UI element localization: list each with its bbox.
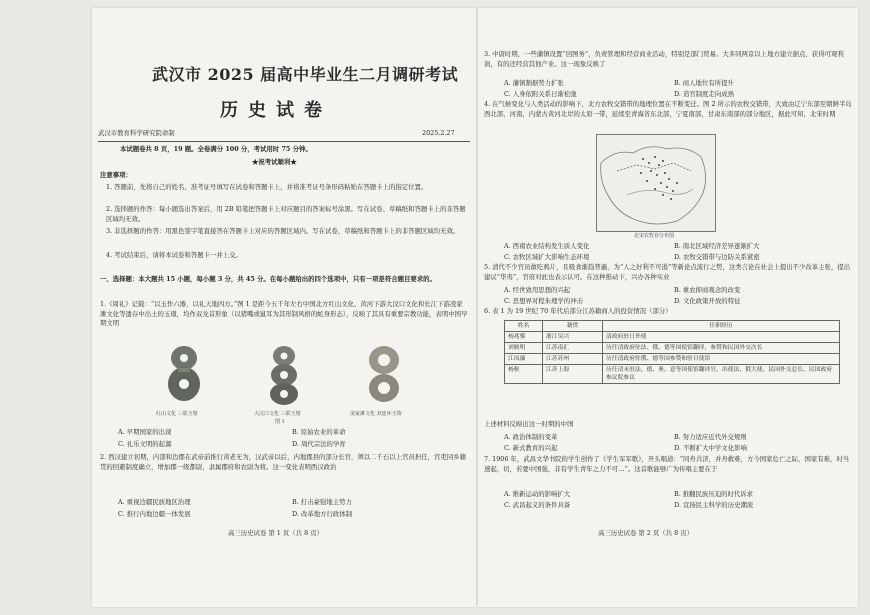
table-cell: 杨枢 [505, 365, 543, 384]
q4-option-a: A. 西南农业结构发生质人变化 [504, 242, 590, 250]
table-header-cell: 姓名 [505, 321, 543, 332]
question-7-stem: 7. 1906 年，武昌文华书院的学生创作了《学生军军歌》，开头唱道：“同舟共济，并舟救难，方今国家危亡之际，国家有难，时当速起，切，若要中国强，非有学生青年之力不可…”。这首歌能够广为传唱主要在于 [484, 455, 850, 473]
notice-title: 注意事项： [100, 171, 132, 179]
exam-subject: 历史试卷 [220, 100, 332, 121]
q6-option-b: B. 努力适应近代外交规则 [674, 433, 747, 441]
table-cell: 清政府驻日外使 [603, 332, 840, 343]
q5-option-d: D. 文化政策开放的特征 [674, 297, 741, 305]
exam-page-1 [92, 8, 476, 607]
table-cell: 刘骏明 [505, 343, 543, 354]
exam-info-line: 本试题卷共 8 页，19 题。全卷满分 100 分，考试用时 75 分钟。 [120, 145, 312, 153]
jade-artifact-1-icon [164, 344, 204, 406]
q7-option-b: B. 推翻民族压迫的时代诉求 [674, 490, 754, 498]
table-cell: 江苏苏州 [543, 354, 603, 365]
artifact-3-caption: 凌家滩文化 双连环玉饰 [350, 411, 402, 417]
table-row [505, 354, 840, 365]
table-cell: 杨兆鏊 [505, 332, 543, 343]
table-header-row [505, 321, 840, 332]
q5-option-c: C. 思想界对程朱理学的冲击 [504, 297, 584, 305]
table-cell: 历任清末驻法、德、奥、意等国使馆翻译官，出使法、俄大使，民国外交总长，民国政府参议院参议 [603, 365, 840, 384]
section-intro: 一、选择题：本大题共 15 小题，每小题 3 分，共 45 分。在每小题给出的四个选项中，只有一项是符合题目要求的。 [100, 275, 436, 283]
official-table [504, 320, 840, 384]
figure-1-label: 图 1 [275, 419, 285, 425]
q1-option-b: B. 原始农业的革命 [292, 428, 346, 436]
q2-option-b: B. 打击豪强地主势力 [292, 498, 352, 506]
q7-option-a: A. 维新运动的影响扩大 [504, 490, 571, 498]
q5-option-b: B. 重农抑商观念的改变 [674, 286, 741, 294]
q2-option-d: D. 改革地方行政体制 [292, 510, 353, 518]
table-header-cell: 任职经历 [603, 321, 840, 332]
table-cell: 江凤藻 [505, 354, 543, 365]
q3-option-b: B. 商人地位有所提升 [674, 79, 734, 87]
notice-1: 1. 答题前，先将自己的姓名、准考证号填写在试卷和答题卡上，并将准考证号条形码粘贴在答题卡上的指定位置。 [106, 183, 428, 191]
table-cell: 历任清政府驻俄、德等国参赞和驻日使馆 [603, 354, 840, 365]
q1-option-a: A. 早期国家的出现 [118, 428, 172, 436]
table-row [505, 365, 840, 384]
song-map [596, 134, 716, 232]
exam-date: 2025.2.27 [422, 129, 455, 137]
q6-option-c: C. 新式教育的兴起 [504, 444, 558, 452]
exam-title: 武汉市 2025 届高中毕业生二月调研考试 [152, 65, 459, 84]
question-5-stem: 5. 清代不少官员敢吃鸦片，且吸食渐趋普遍，为“人之好利不可遏”等新论点流行之势，这类言论在社会上提出不少改革主张，提出建议“华夷”，官府对此也表示认可。在这种推动下，兴办各种实业 [484, 263, 851, 281]
q1-option-c: C. 礼乐文明的起源 [118, 440, 172, 448]
issuer: 武汉市教育科学研究院命制 [98, 129, 175, 137]
q1-option-d: D. 周代宗法的孕育 [292, 440, 346, 448]
table-cell: 浙江吴兴 [543, 332, 603, 343]
q2-option-c: C. 推行内地边疆一体发展 [118, 510, 191, 518]
table-row [505, 343, 840, 354]
q3-option-d: D. 造官制度走向成熟 [674, 90, 735, 98]
question-3-stem: 3. 中唐时期，一些藩镇设置“回图务”，负责管理和经营商业活动，特别是部门贸易。大多同两京以上地方建立据点，获得可观利润，有的还经营其他产业。这一现象反映了 [484, 50, 844, 68]
table-cell: 江苏南汇 [543, 343, 603, 354]
question-6-stem: 6. 表 1 为 19 世纪 70 年代后部分江苏籍商人的投资情况（部分） [484, 307, 672, 315]
q3-option-a: A. 藩镇割据势力扩张 [504, 79, 564, 87]
q7-option-d: D. 宣扬民主科学的历史潮流 [674, 501, 754, 509]
notice-4: 4. 考试结束后，请将本试卷和答题卡一并上交。 [106, 251, 242, 259]
good-luck: ★祝考试顺利★ [252, 158, 297, 166]
q4-option-d: D. 农牧交错带与边防关系紧密 [674, 253, 760, 261]
notice-3: 3. 非选择题的作答：用黑色签字笔直接答在答题卡上对应的答题区域内。写在试卷、草稿纸和答题卡上的非答题区域均无效。 [106, 227, 460, 235]
q4-option-b: B. 南北区域经济差异逐渐扩大 [674, 242, 760, 250]
question-1-stem: 1.《周礼》记载：“以玉作六器，以礼天地四方。”图 1 是距今五千年左右中国北方红山文化、黄河下游大汶口文化和长江下游凌家滩文化等遗存中出土的玉璜，均作双龙首形象（以猪嘴或鼠耳为其形制风格的蛇身形态），反映了其具有重要宗教功能，表明中国早期文明 [100, 300, 468, 328]
q5-option-a: A. 经世致用思想的兴起 [504, 286, 571, 294]
divider [98, 141, 470, 142]
jade-artifact-2-icon [264, 344, 304, 406]
table-row [505, 332, 840, 343]
map-drawing-icon [597, 135, 715, 231]
question-6-tail: 上述材料反映出这一时期的中国 [484, 420, 574, 428]
q7-option-c: C. 武昌起义的条件具备 [504, 501, 571, 509]
table-cell: 历任清政府驻法、俄、德等国使馆翻译，参赞和民国外交次长 [603, 343, 840, 354]
map-caption: 北宋农牧业分布图 [634, 233, 675, 239]
exam-page-2 [478, 8, 858, 607]
q4-option-c: C. 农牧区域扩大影响生态环境 [504, 253, 590, 261]
artifact-2-caption: 大汶口文化 三联玉璧 [254, 411, 301, 417]
jade-artifact-3-icon [364, 344, 404, 406]
question-4-stem: 4. 在气候变化与人类活动的影响下，北方农牧交错带的地理位置在不断变迁。图 2 所示的农牧交错带，大致由辽宁东部至朝鲜半岛西北部，河南，内蒙古黄河北岸的太原一带，延续至青海省东北部，宁夏南部，甘肃东南部的部分地区，据此可知，北宋时期 [484, 100, 852, 118]
q6-option-d: D. 不断扩大中学文化影响 [674, 444, 747, 452]
table-header-cell: 籍贯 [543, 321, 603, 332]
page-2-footer: 高三历史试卷 第 2 页（共 8 页） [598, 529, 693, 537]
notice-2: 2. 选择题的作答：每小题选出答案后，用 2B 铅笔把答题卡上对应题目的答案标号涂黑。写在试卷、草稿纸和答题卡上的非答题区域均无效。 [106, 205, 466, 223]
q6-option-a: A. 政治体制的变革 [504, 433, 558, 441]
page-1-footer: 高三历史试卷 第 1 页（共 8 页） [228, 529, 323, 537]
table-cell: 江苏上海 [543, 365, 603, 384]
q3-option-c: C. 人身依附关系日渐松弛 [504, 90, 577, 98]
artifact-1-caption: 红山文化 三联玉璧 [156, 411, 198, 417]
question-2-stem: 2. 西汉建立初期，内部和边郡在武帝前推行黄老无为，汉武帝以后，内地郡县的部分长官，须以二千石以上官员担任，官吏同乡籍贯的回避制度确立，增加郡一级都尉，隶属郡府和农尉为将。这一变化表明西汉政治 [100, 453, 467, 471]
q2-option-a: A. 重视边疆民族地区治理 [118, 498, 191, 506]
